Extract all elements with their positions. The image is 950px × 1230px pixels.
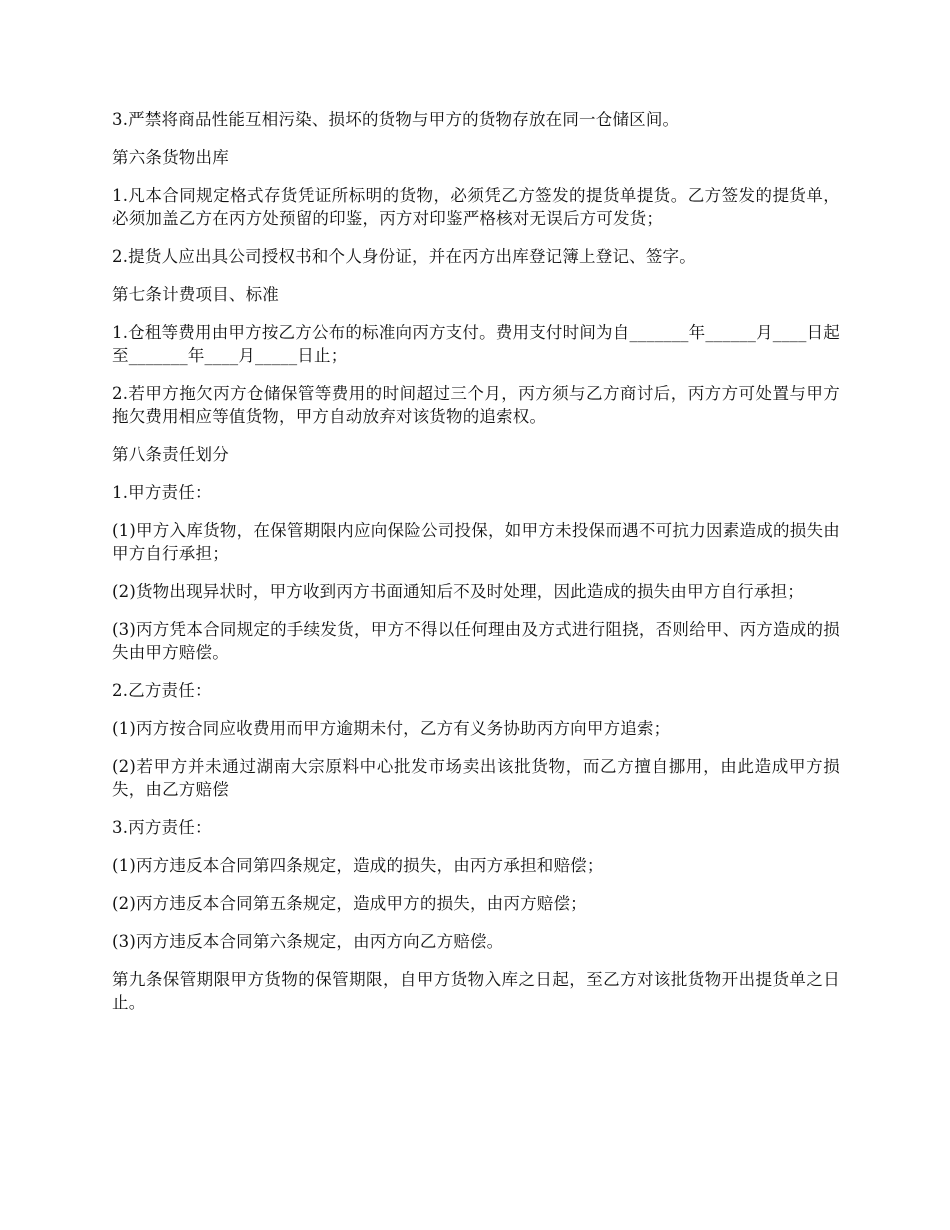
paragraph-party-c-2: (2)丙方违反本合同第五条规定，造成甲方的损失，由丙方赔偿； [112,894,587,913]
paragraph-article-9: 第九条保管期限甲方货物的保管期限，自甲方货物入库之日起，至乙方对该批货物开出提货单之日止。 [112,970,840,1012]
paragraph-pickup-id: 2.提货人应出具公司授权书和个人身份证，并在丙方出库登记簿上登记、签字。 [112,247,696,266]
subheading-party-c: 3.丙方责任： [112,818,212,837]
document-page [112,108,840,1029]
paragraph-fee-arrears: 2.若甲方拖欠丙方仓储保管等费用的时间超过三个月，丙方须与乙方商讨后，丙方方可处置与甲方拖欠费用相应等值货物，甲方自动放弃对该货物的追索权。 [112,384,840,426]
paragraph-party-a-2: (2)货物出现异状时，甲方收到丙方书面通知后不及时处理，因此造成的损失由甲方自行承担； [112,582,804,601]
heading-article-8: 第八条责任划分 [112,445,229,464]
paragraph-pickup-order: 1.凡本合同规定格式存货凭证所标明的货物，必须凭乙方签发的提货单提货。乙方签发的提货单，必须加盖乙方在丙方处预留的印鉴，丙方对印鉴严格核对无误后方可发货； [112,186,840,228]
subheading-party-b: 2.乙方责任： [112,681,212,700]
paragraph-party-c-3: (3)丙方违反本合同第六条规定，由丙方向乙方赔偿。 [112,932,504,951]
paragraph-party-b-2: (2)若甲方并未通过湖南大宗原料中心批发市场卖出该批货物，而乙方擅自挪用，由此造成甲方损失，由乙方赔偿 [112,757,840,799]
paragraph-storage-rule: 3.严禁将商品性能互相污染、损坏的货物与甲方的货物存放在同一仓储区间。 [112,110,680,129]
paragraph-party-a-3: (3)丙方凭本合同规定的手续发货，甲方不得以任何理由及方式进行阻挠，否则给甲、丙方造成的损失由甲方赔偿。 [112,620,840,662]
subheading-party-a: 1.甲方责任： [112,483,212,502]
paragraph-fee-payment: 1.仓租等费用由甲方按乙方公布的标准向丙方支付。费用支付时间为自_______年______月____日起至_______年____月_____日止； [112,323,840,365]
heading-article-6: 第六条货物出库 [112,148,229,167]
paragraph-party-b-1: (1)丙方按合同应收费用而甲方逾期未付，乙方有义务协助丙方向甲方追索； [112,719,671,738]
paragraph-party-c-1: (1)丙方违反本合同第四条规定，造成的损失，由丙方承担和赔偿； [112,856,604,875]
heading-article-7: 第七条计费项目、标准 [112,285,279,304]
paragraph-party-a-1: (1)甲方入库货物，在保管期限内应向保险公司投保，如甲方未投保而遇不可抗力因素造成的损失由甲方自行承担； [112,521,840,563]
